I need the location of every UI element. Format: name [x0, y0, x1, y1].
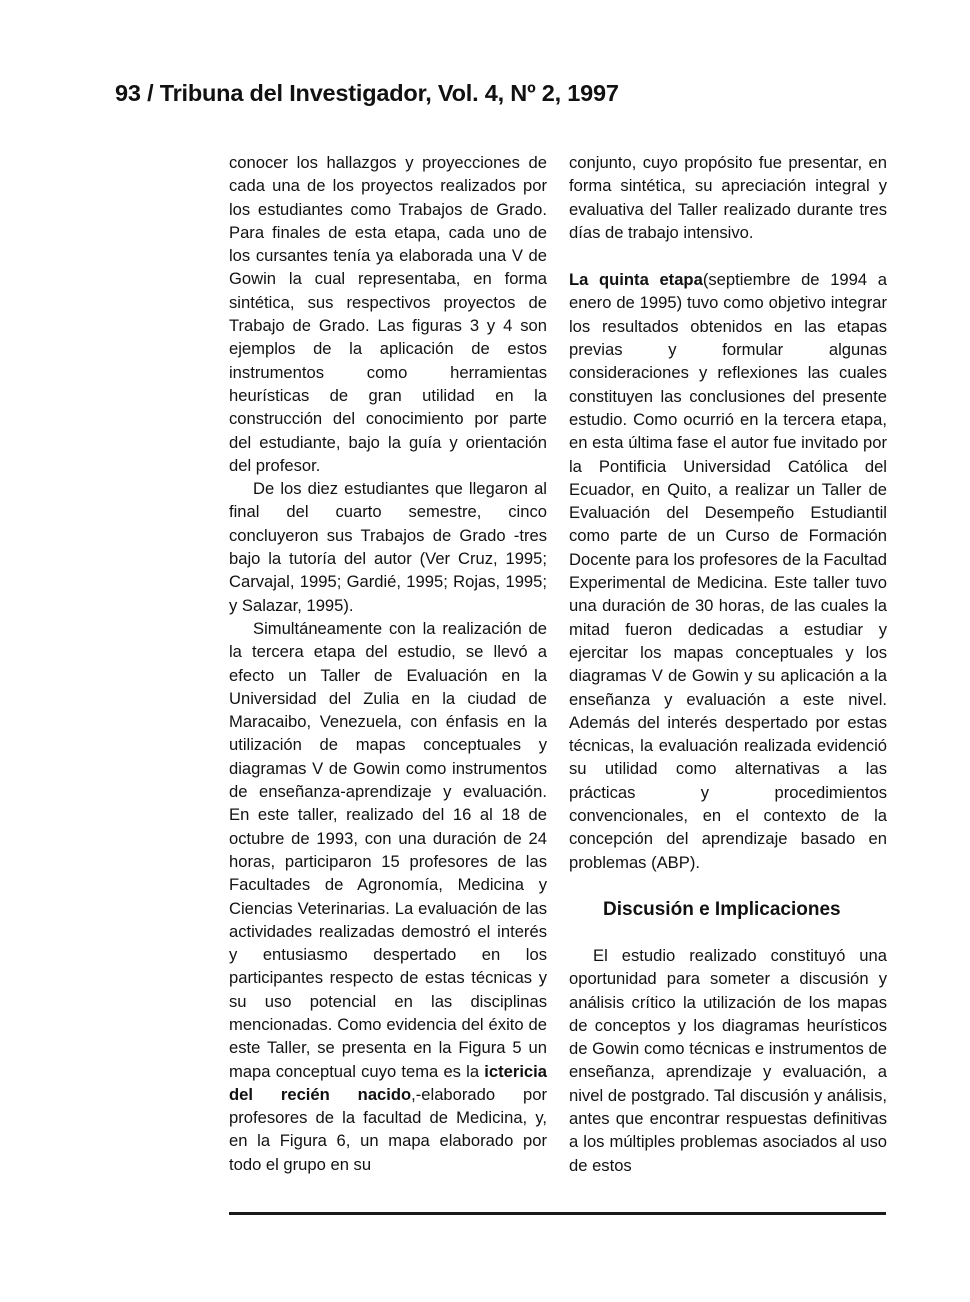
quinta-etapa-text: (septiembre de 1994 a enero de 1995) tuvo como objetivo integrar los resultados obtenidos en las etapas previas y formular algunas consideraciones y reflexiones las cuales constituyen las conclusiones del presente estudio. Como ocurrió en la tercera etapa, en esta última fase el autor fue invitado por la Pontificia Universidad Católica del Ecuador, en Quito, a realizar un Taller de Evaluación del Desempeño Estudiantil como parte de un Curso de Formación Docente para los profesores de la Facultad Experimental de Medicina. Este taller tuvo una duración de 30 horas, de las cuales la mitad fueron dedicadas a estudiar y ejercitar los mapas conceptuales y los diagramas V de Gowin y su aplicación a la enseñanza y evaluación a este nivel. Además del interés despertado por estas técnicas, la evaluación realizada evidenció su utilidad como alternativas a las prácticas y procedimientos convencionales, en el contexto de la concepción del aprendizaje basado en problemas (ABP).	[569, 270, 887, 872]
taller-text: Simultáneamente con la realización de la tercera etapa del estudio, se llevó a efecto un Taller de Evaluación en la Universidad del Zulia en la ciudad de Maracaibo, Venezuela, con énfasis en la utilización de mapas conceptuales y diagramas V de Gowin como instrumentos de enseñanza-aprendizaje y evaluación. En este taller, realizado del 16 al 18 de octubre de 1993, con una duración de 24 horas, participaron 15 profesores de las Facultades de Agronomía, Medicina y Ciencias Veterinarias. La evaluación de las actividades realizadas demostró el interés y entusiasmo despertado en los participantes respecto de estas técnicas y su uso potencial en las disciplinas mencionadas. Como evidencia del éxito de este Taller, se presenta en la Figura 5 un mapa conceptual cuyo tema es la	[229, 618, 547, 1081]
paragraph-hallazgos: conocer los hallazgos y proyecciones de cada una de los proyectos realizados por los estudiantes como Trabajos de Grado. Para finales de esta etapa, cada uno de los cursantes tenía ya elaborada una V de Gowin la cual representaba, en forma sintética, sus respectivos proyectos de Trabajo de Grado. Las figuras 3 y 4 son ejemplos de la aplicación de estos instrumentos como herramientas heurísticas de gran utilidad en la construcción del conocimiento por parte del estudiante, bajo la guía y orientación del profesor.	[229, 153, 547, 475]
bottom-rule	[229, 1212, 886, 1215]
paragraph-estudiantes: De los diez estudiantes que llegaron al final del cuarto semestre, cinco concluyeron sus Trabajos de Grado -tres bajo la tutoría del autor (Ver Cruz, 1995; Carvajal, 1995; Gardié, 1995; Rojas, 1995; y Salazar, 1995).	[229, 479, 547, 615]
right-column	[569, 151, 887, 1177]
paragraph-taller-zulia	[229, 617, 547, 1176]
quinta-etapa-label: La quinta etapa	[569, 270, 703, 290]
running-header: 93 / Tribuna del Investigador, Vol. 4, Nº 2, 1997	[115, 80, 619, 106]
paragraph-conjunto: conjunto, cuyo propósito fue presentar, en forma sintética, su apreciación integral y evaluativa del Taller realizado durante tres días de trabajo intensivo.	[569, 153, 887, 242]
left-column	[229, 151, 547, 1176]
ictericia-term: ictericia del recién nacido	[229, 1061, 547, 1104]
paragraph-quinta-etapa	[569, 268, 887, 874]
paragraph-discusion: El estudio realizado constituyó una oportunidad para someter a discusión y análisis crítico la utilización de los mapas de conceptos y los diagramas heurísticos de Gowin como técnicas e instrumentos de enseñanza, aprendizaje y evaluación, a nivel de postgrado. Tal discusión y análisis, antes que encontrar respuestas definitivas a los múltiples problemas asociados al uso de estos	[569, 945, 887, 1175]
section-heading-discusion: Discusión e Implicaciones	[603, 898, 841, 920]
taller-text-continued: ,-elaborado por profesores de la facultad de Medicina, y, en la Figura 6, un mapa elaborado por todo el grupo en su	[229, 1084, 547, 1174]
